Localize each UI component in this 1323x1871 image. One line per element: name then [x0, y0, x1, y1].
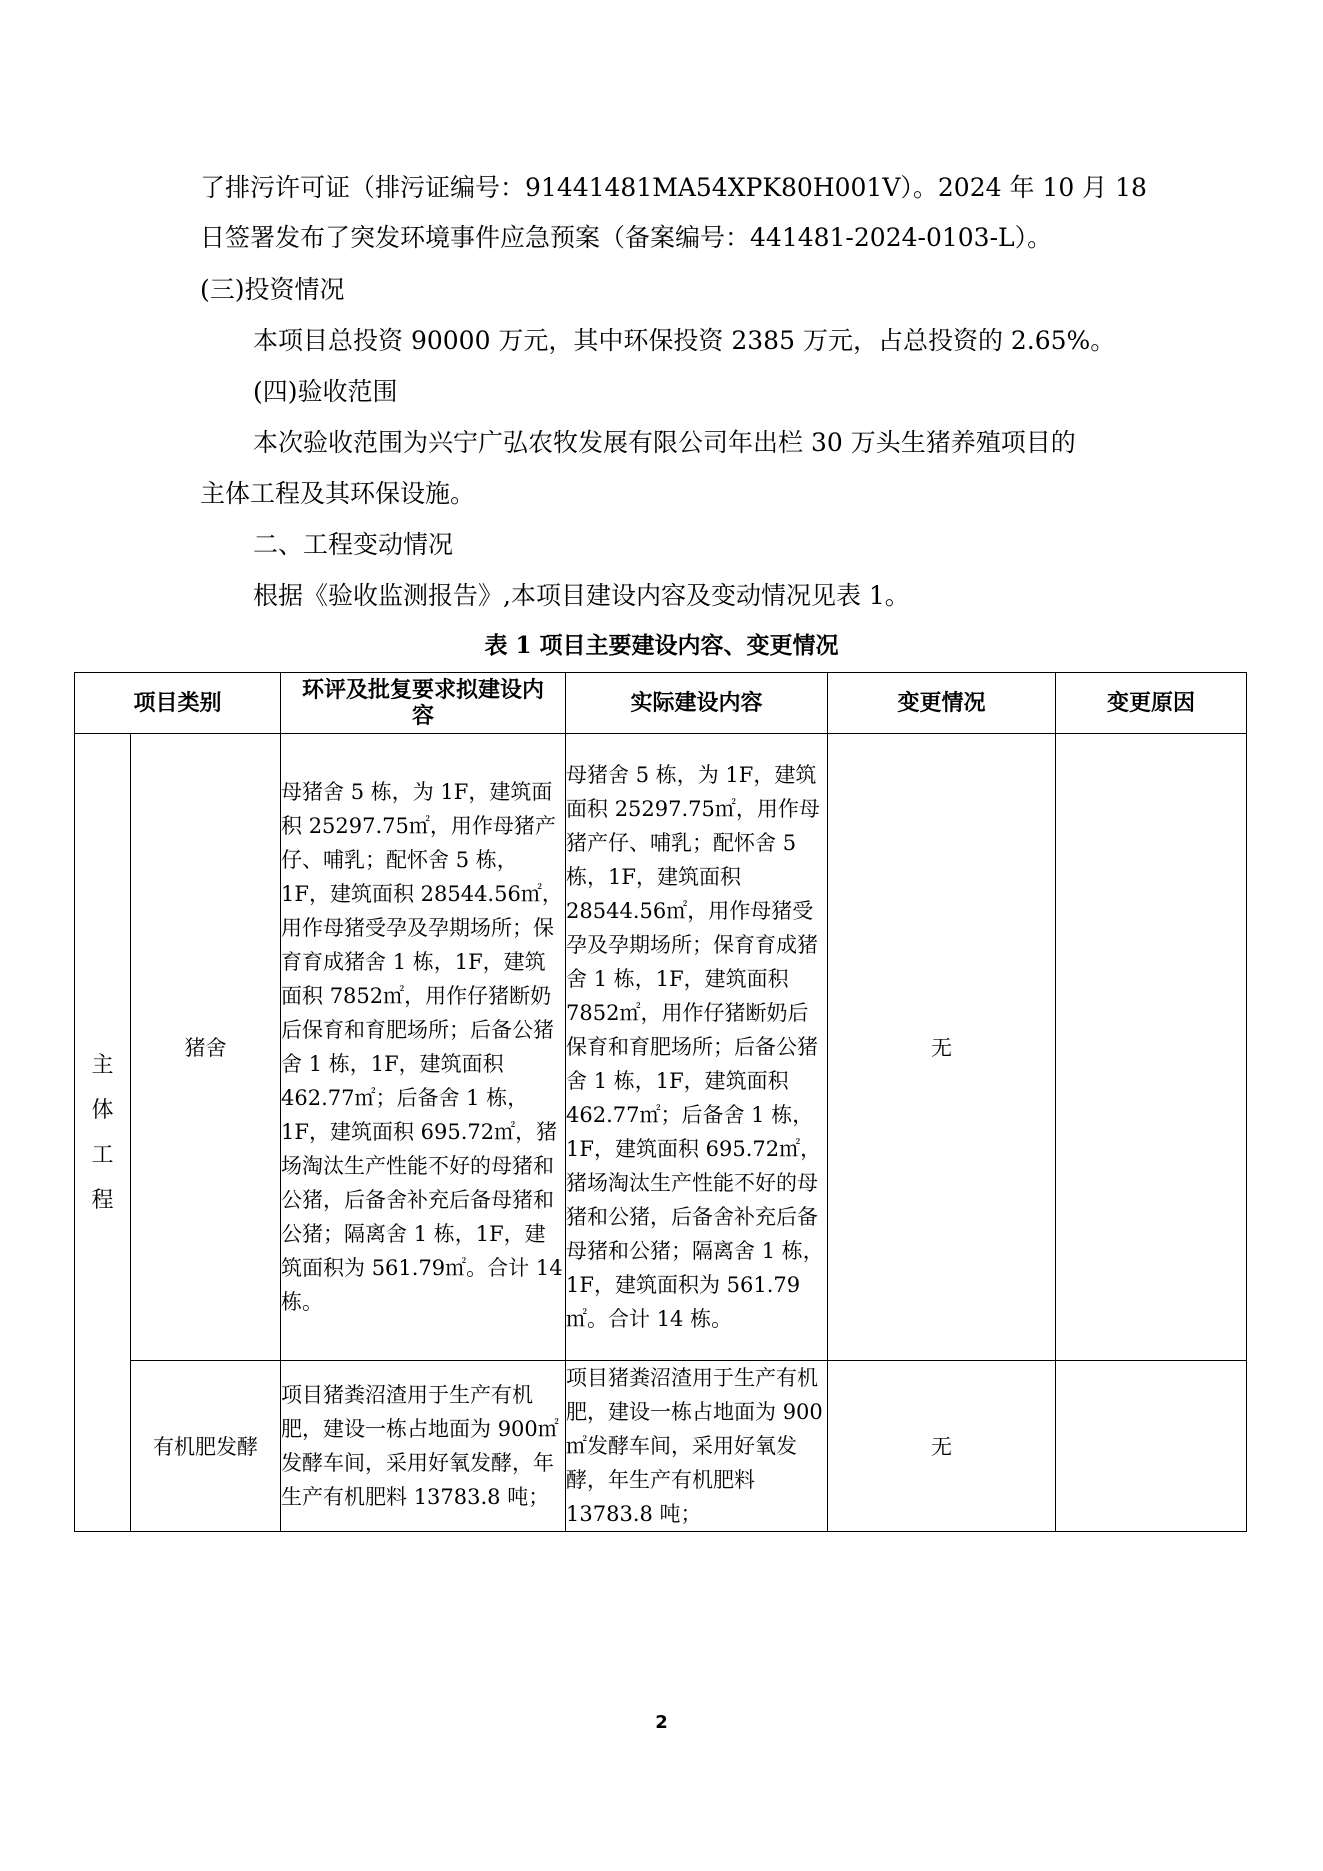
paragraph: 根据《验收监测报告》,本项目建设内容及变动情况见表 1。 — [253, 581, 910, 610]
row-actual: 母猪舍 5 栋，为 1F，建筑面积 25297.75㎡，用作母猪产仔、哺乳；配怀舍 5 栋，1F，建筑面积 28544.56㎡，用作母猪受孕及孕期场所；保育育成猪舍 1 栋，1F，建筑面积 7852㎡，用作仔猪断奶后保育和育肥场所；后备公猪舍 1 栋，1F，建筑面积 462.77㎡；后备舍 1 栋，1F，建筑面积 695.72㎡，猪场淘汰生产性能不好的母猪和公猪，后备舍补充后备母猪和公猪；隔离舍 1 栋，1F，建筑面积为 561.79㎡。合计 14 栋。 — [566, 734, 828, 1361]
group-label — [92, 1043, 114, 1223]
row-name: 猪舍 — [131, 734, 281, 1361]
header-change: 变更情况 — [828, 673, 1056, 734]
header-planned-text: 环评及批复要求拟建设内容 — [302, 677, 545, 729]
group-label-char: 体 — [91, 1097, 114, 1123]
paragraph-line: 日签署发布了突发环境事件应急预案（备案编号：441481-2024-0103-L）。 — [200, 223, 1053, 252]
header-planned — [281, 673, 566, 734]
paragraph-line: 本次验收范围为兴宁广弘农牧发展有限公司年出栏 30 万头生猪养殖项目的 — [253, 428, 1076, 457]
header-actual: 实际建设内容 — [566, 673, 828, 734]
construction-content-table — [74, 672, 1247, 1532]
section-heading: (四)验收范围 — [253, 377, 398, 406]
header-category: 项目类别 — [75, 673, 281, 734]
row-actual: 项目猪粪沼渣用于生产有机肥，建设一栋占地面为 900㎡发酵车间，采用好氧发酵，年生产有机肥料 13783.8 吨； — [566, 1361, 828, 1532]
row-planned: 母猪舍 5 栋，为 1F，建筑面积 25297.75㎡，用作母猪产仔、哺乳；配怀舍 5 栋，1F，建筑面积 28544.56㎡，用作母猪受孕及孕期场所；保育育成猪舍 1 栋，1F，建筑面积 7852㎡，用作仔猪断奶后保育和育肥场所；后备公猪舍 1 栋，1F，建筑面积 462.77㎡；后备舍 1 栋，1F，建筑面积 695.72㎡，猪场淘汰生产性能不好的母猪和公猪，后备舍补充后备母猪和公猪；隔离舍 1 栋，1F，建筑面积为 561.79㎡。合计 14 栋。 — [281, 734, 566, 1361]
group-label-char: 工 — [91, 1142, 114, 1168]
group-label-char: 程 — [91, 1187, 114, 1213]
group-label-cell — [75, 734, 131, 1532]
section-heading: (三)投资情况 — [200, 275, 345, 304]
row-change: 无 — [828, 734, 1056, 1361]
header-reason: 变更原因 — [1056, 673, 1247, 734]
row-name: 有机肥发酵 — [131, 1361, 281, 1532]
paragraph-line: 了排污许可证（排污证编号：91441481MA54XPK80H001V）。2024 年 10 月 18 — [200, 173, 1147, 202]
paragraph: 本项目总投资 90000 万元，其中环保投资 2385 万元，占总投资的 2.65%。 — [253, 326, 1116, 355]
table-caption: 表 1 项目主要建设内容、变更情况 — [484, 632, 839, 659]
group-label-char: 主 — [91, 1052, 114, 1078]
table-row — [75, 734, 1247, 1361]
table-row — [75, 1361, 1247, 1532]
row-change: 无 — [828, 1361, 1056, 1532]
row-reason — [1056, 734, 1247, 1361]
row-planned: 项目猪粪沼渣用于生产有机肥，建设一栋占地面为 900㎡发酵车间，采用好氧发酵，年生产有机肥料 13783.8 吨； — [281, 1361, 566, 1532]
table-header-row — [75, 673, 1247, 734]
section-heading: 二、工程变动情况 — [253, 530, 454, 559]
paragraph-line: 主体工程及其环保设施。 — [200, 479, 476, 508]
row-reason — [1056, 1361, 1247, 1532]
page-number: 2 — [655, 1712, 668, 1733]
